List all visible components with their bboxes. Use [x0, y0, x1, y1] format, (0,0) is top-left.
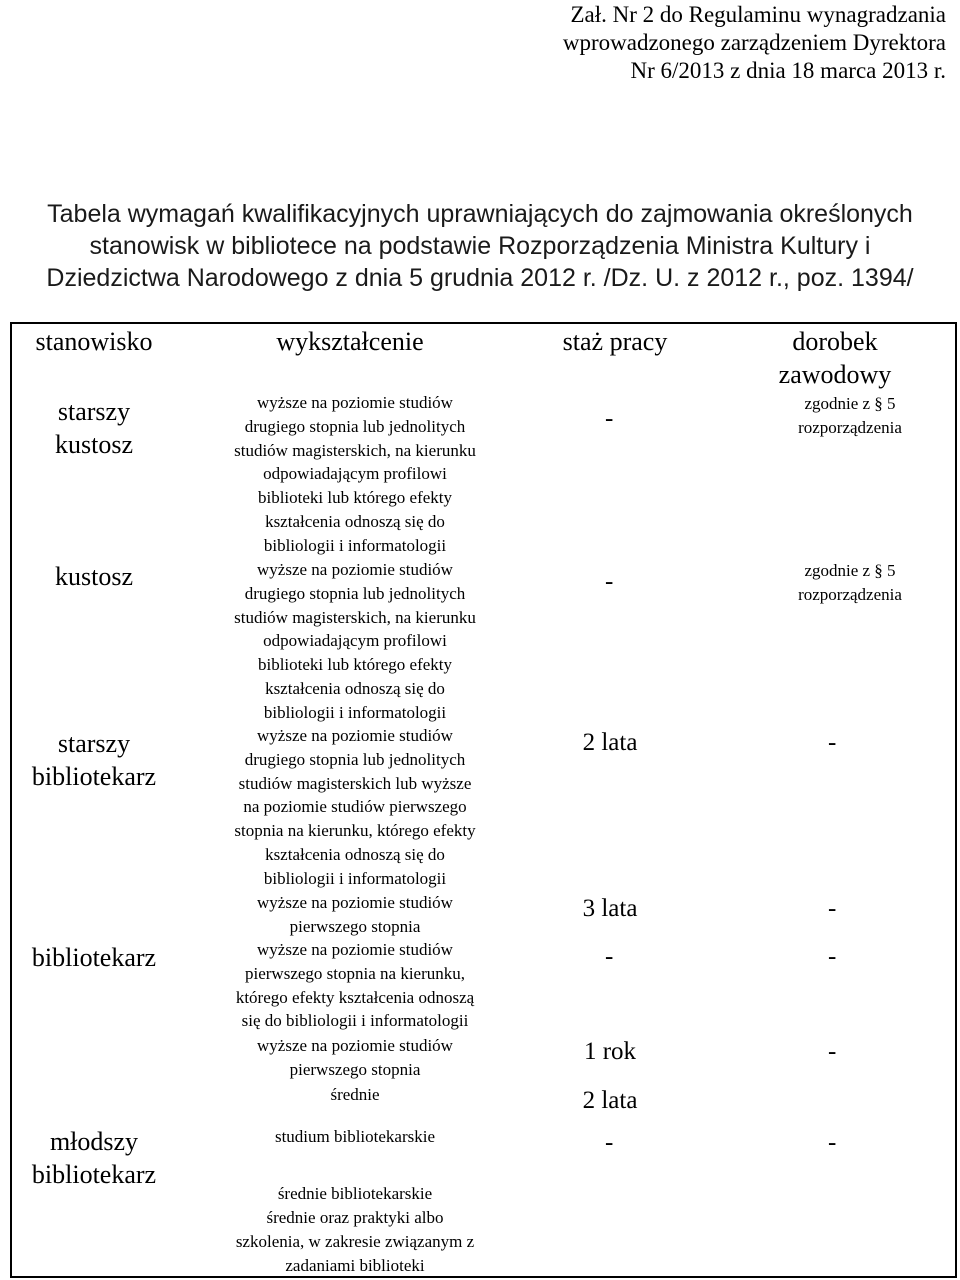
edu-mlodszy-bibliotekarz-a — [195, 1125, 515, 1149]
edu-line: wyższe na poziomie studiów — [257, 726, 453, 745]
header-dorobek-line: dorobek — [792, 327, 878, 356]
header-dorobek — [740, 325, 930, 391]
role-line: starszy — [57, 729, 131, 758]
edu-bibliotekarz-b — [195, 1034, 515, 1082]
edu-starszy-bibliotekarz-b — [195, 891, 515, 939]
staz-starszy-bibliotekarz-a: 2 lata — [582, 729, 638, 756]
edu-line: pierwszego stopnia na kierunku, — [245, 963, 465, 983]
dorobek-line: rozporządzenia — [798, 584, 902, 604]
edu-line: średnie — [330, 1085, 380, 1104]
table-border-top — [10, 322, 957, 324]
header-wyksztalcenie: wykształcenie — [276, 327, 424, 356]
edu-line: kształcenia odnoszą się do — [265, 511, 445, 531]
edu-line: kształcenia odnoszą się do — [265, 678, 445, 698]
staz-mlodszy-bibliotekarz-a: - — [605, 1129, 614, 1156]
edu-line: się do bibliologii i informatologii — [241, 1011, 469, 1031]
title-line: Dziedzictwa Narodowego z dnia 5 grudnia 2012 r. /Dz. U. z 2012 r., poz. 1394/ — [46, 264, 914, 292]
dorobek-starszy-bibliotekarz-b: - — [828, 895, 837, 922]
edu-line: średnie oraz praktyki albo — [266, 1208, 444, 1227]
staz-starszy-bibliotekarz-b: 3 lata — [582, 895, 638, 922]
edu-line: średnie bibliotekarskie — [277, 1184, 433, 1203]
edu-line: wyższe na poziomie studiów — [257, 893, 453, 912]
edu-line: bibliologii i informatologii — [263, 535, 447, 555]
staz-starszy-kustosz: - — [605, 405, 614, 432]
document-title — [0, 198, 960, 294]
edu-line: na poziomie studiów pierwszego — [243, 797, 467, 817]
role-starszy-bibliotekarz — [4, 727, 184, 793]
table-border-right — [955, 322, 957, 1278]
dorobek-mlodszy-bibliotekarz-a: - — [828, 1129, 837, 1156]
role-line: bibliotekarz — [31, 1160, 157, 1189]
dorobek-starszy-kustosz — [750, 392, 950, 439]
edu-line: wyższe na poziomie studiów — [257, 393, 453, 412]
dorobek-bibliotekarz-b: - — [828, 1038, 837, 1065]
edu-bibliotekarz-a — [195, 938, 515, 1033]
edu-line: studiów magisterskich lub wyższe — [238, 773, 472, 793]
edu-line: bibliologii i informatologii — [263, 868, 447, 888]
edu-line: odpowiadającym profilowi — [263, 464, 447, 484]
edu-line: biblioteki lub którego efekty — [257, 655, 453, 675]
edu-line: szkolenia, w zakresie związanym z — [235, 1231, 475, 1251]
title-line: stanowisk w bibliotece na podstawie Rozporządzenia Ministra Kultury i — [89, 232, 871, 260]
staz-bibliotekarz-a: - — [605, 943, 614, 970]
staz-bibliotekarz-b: 1 rok — [583, 1038, 637, 1065]
role-line: bibliotekarz — [31, 762, 157, 791]
edu-mlodszy-bibliotekarz-c — [195, 1206, 515, 1277]
role-kustosz — [4, 560, 184, 593]
header-staz-pracy: staż pracy — [562, 327, 668, 356]
edu-line: wyższe na poziomie studiów — [257, 560, 453, 579]
edu-line: studiów magisterskich, na kierunku — [234, 607, 476, 627]
edu-line: drugiego stopnia lub jednolitych — [244, 416, 466, 436]
dorobek-line: zgodnie z § 5 — [804, 394, 896, 413]
edu-line: studium bibliotekarskie — [274, 1127, 436, 1146]
header-stanowisko: stanowisko — [35, 327, 153, 356]
staz-kustosz: - — [605, 568, 614, 595]
document-annotation — [563, 1, 946, 85]
edu-line: wyższe na poziomie studiów — [257, 1036, 453, 1055]
annotation-line: Nr 6/2013 z dnia 18 marca 2013 r. — [630, 58, 946, 83]
edu-line: drugiego stopnia lub jednolitych — [244, 583, 466, 603]
edu-starszy-bibliotekarz-a — [195, 724, 515, 891]
role-line: kustosz — [55, 430, 133, 459]
title-line: Tabela wymagań kwalifikacyjnych uprawniających do zajmowania określonych — [47, 200, 913, 228]
dorobek-kustosz — [750, 559, 950, 606]
header-dorobek-line: zawodowy — [778, 360, 892, 389]
role-line: starszy — [57, 397, 131, 426]
role-mlodszy-bibliotekarz — [4, 1125, 184, 1191]
dorobek-line: zgodnie z § 5 — [804, 561, 896, 580]
edu-line: drugiego stopnia lub jednolitych — [244, 749, 466, 769]
edu-line: biblioteki lub którego efekty — [257, 488, 453, 508]
edu-line: odpowiadającym profilowi — [263, 631, 447, 651]
edu-line: studiów magisterskich, na kierunku — [234, 440, 476, 460]
edu-line: pierwszego stopnia — [289, 916, 421, 936]
edu-starszy-kustosz — [195, 391, 515, 558]
edu-kustosz — [195, 558, 515, 725]
role-line: młodszy — [49, 1127, 139, 1156]
edu-line: bibliologii i informatologii — [263, 702, 447, 722]
role-bibliotekarz — [4, 941, 184, 974]
annotation-line: wprowadzonego zarządzeniem Dyrektora — [562, 30, 946, 55]
edu-line: pierwszego stopnia — [289, 1059, 421, 1079]
role-starszy-kustosz — [4, 395, 184, 461]
dorobek-bibliotekarz-a: - — [828, 943, 837, 970]
staz-bibliotekarz-c: 2 lata — [582, 1087, 638, 1114]
edu-bibliotekarz-c — [195, 1083, 515, 1107]
edu-line: którego efekty kształcenia odnoszą — [235, 987, 475, 1007]
annotation-line: Zał. Nr 2 do Regulaminu wynagradzania — [570, 2, 946, 27]
edu-line: zadaniami biblioteki — [285, 1255, 425, 1275]
edu-line: kształcenia odnoszą się do — [265, 844, 445, 864]
edu-line: stopnia na kierunku, którego efekty — [234, 821, 476, 841]
dorobek-line: rozporządzenia — [798, 417, 902, 437]
edu-mlodszy-bibliotekarz-b — [195, 1182, 515, 1206]
role-line: kustosz — [55, 562, 133, 591]
edu-line: wyższe na poziomie studiów — [257, 940, 453, 959]
role-line: bibliotekarz — [31, 943, 157, 972]
dorobek-starszy-bibliotekarz-a: - — [828, 729, 837, 756]
